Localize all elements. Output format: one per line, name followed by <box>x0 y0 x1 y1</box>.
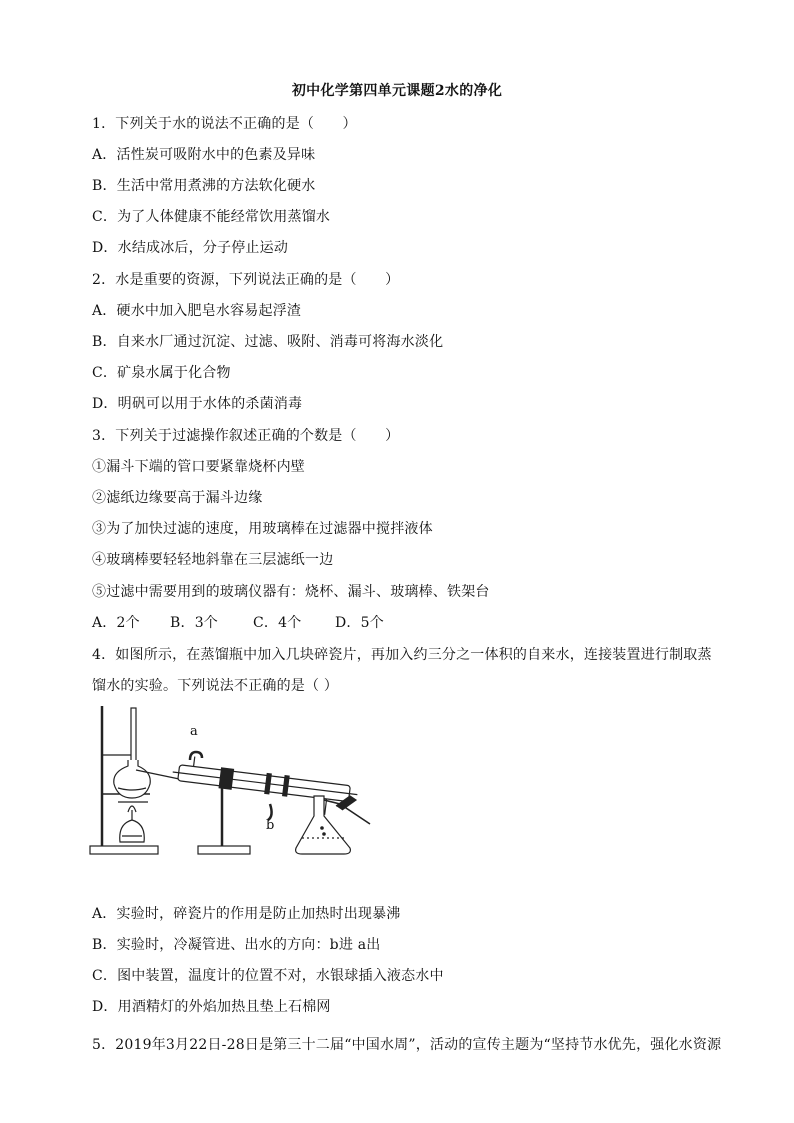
q1-option-b: B．生活中常用煮沸的方法软化硬水 <box>92 178 316 194</box>
inlet-a-pipe <box>194 757 195 767</box>
q3-statement-4: ④玻璃棒要轻轻地斜靠在三层滤纸一边 <box>92 552 334 568</box>
q3-option-d: D．5个 <box>335 615 384 631</box>
q3-statement-5: ⑤过滤中需要用到的玻璃仪器有：烧杯、漏斗、玻璃棒、铁架台 <box>92 584 490 600</box>
q4-stem-line-1: 4．如图所示，在蒸馏瓶中加入几块碎瓷片，再加入约三分之一体积的自来水，连接装置进行制取蒸 <box>92 647 712 663</box>
q3-statement-3: ③为了加快过滤的速度，用玻璃棒在过滤器中搅拌液体 <box>92 521 433 537</box>
lamp-flame <box>128 806 136 820</box>
q2-option-b: B．自来水厂通过沉淀、过滤、吸附、消毒可将海水淡化 <box>92 334 444 350</box>
distilling-flask <box>114 760 150 798</box>
q3-statement-1: ①漏斗下端的管口要紧靠烧杯内壁 <box>92 459 305 475</box>
q2-stem: 2．水是重要的资源，下列说法正确的是（ ） <box>92 272 400 288</box>
q4-option-c: C．图中装置，温度计的位置不对，水银球插入液态水中 <box>92 968 444 984</box>
q3-options <box>92 613 384 633</box>
alcohol-lamp <box>120 820 145 842</box>
page-title: 初中化学第四单元课题2水的净化 <box>291 83 503 99</box>
q1-option-d: D．水结成冰后，分子停止运动 <box>92 240 289 256</box>
q3-stem: 3．下列关于过滤操作叙述正确的个数是（ ） <box>92 428 400 444</box>
q1-option-c: C．为了人体健康不能经常饮用蒸馏水 <box>92 209 331 225</box>
stand-base-middle <box>198 846 250 854</box>
q3-option-a: A．2个 <box>92 615 140 631</box>
q3-option-c: C．4个 <box>253 615 302 631</box>
q2-option-a: A．硬水中加入肥皂水容易起浮渣 <box>92 303 302 319</box>
distillation-apparatus-figure <box>88 700 468 865</box>
hose-a <box>190 752 202 760</box>
label-a: a <box>190 724 198 739</box>
q3-option-b: B．3个 <box>170 615 218 631</box>
stand-base-left <box>90 846 158 854</box>
q4-option-d: D．用酒精灯的外焰加热且垫上石棉网 <box>92 999 331 1015</box>
q4-option-a: A．实验时，碎瓷片的作用是防止加热时出现暴沸 <box>92 906 401 922</box>
q2-option-c: C．矿泉水属于化合物 <box>92 365 231 381</box>
q5-stem-line-1: 5．2019年3月22日-28日是第三十二届“中国水周”，活动的宣传主题为“坚持节水优先，强化水资源 <box>92 1037 722 1053</box>
q4-stem-line-2: 馏水的实验。下列说法不正确的是（ ） <box>92 678 339 694</box>
q3-statement-2: ②滤纸边缘要高于漏斗边缘 <box>92 490 263 506</box>
q1-stem: 1．下列关于水的说法不正确的是（ ） <box>92 116 357 132</box>
label-b: b <box>266 818 275 833</box>
q1-option-a: A．活性炭可吸附水中的色素及异味 <box>92 147 316 163</box>
q4-option-b: B．实验时，冷凝管进、出水的方向：b进 a出 <box>92 937 381 953</box>
q2-option-d: D．明矾可以用于水体的杀菌消毒 <box>92 396 303 412</box>
